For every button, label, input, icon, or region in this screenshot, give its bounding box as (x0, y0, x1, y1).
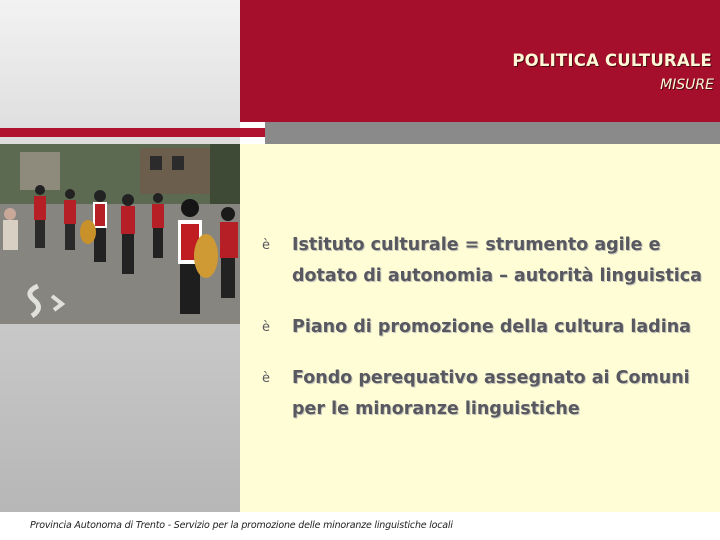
bullet-text-line1: Istituto culturale = strumento agile e (292, 235, 661, 255)
bullet-text-line2: dotato di autonomia – autorità linguistica (292, 266, 702, 286)
bullet-list (262, 230, 712, 445)
arrow-bullet-icon: è (262, 371, 270, 386)
page-title: POLITICA CULTURALE (512, 51, 712, 70)
footer-text: Provincia Autonoma di Trento - Servizio per la promozione delle minoranze linguistiche locali (30, 520, 453, 531)
bullet-item-istituto (262, 230, 712, 292)
arrow-bullet-icon: è (262, 320, 270, 335)
arrow-bullet-icon: è (262, 238, 270, 253)
accent-bar (0, 128, 265, 137)
bullet-text-line2: per le minoranze linguistiche (292, 399, 580, 419)
bullet-item-piano (262, 312, 712, 343)
marching-band-photo (0, 144, 240, 324)
bullet-item-fondo (262, 363, 712, 425)
bullet-text-line1: Fondo perequativo assegnato ai Comuni (292, 368, 690, 388)
divider-strip (265, 122, 720, 144)
page-subtitle: MISURE (660, 77, 714, 93)
bullet-text-line1: Piano di promozione della cultura ladina (292, 317, 691, 337)
header-band (240, 0, 720, 122)
